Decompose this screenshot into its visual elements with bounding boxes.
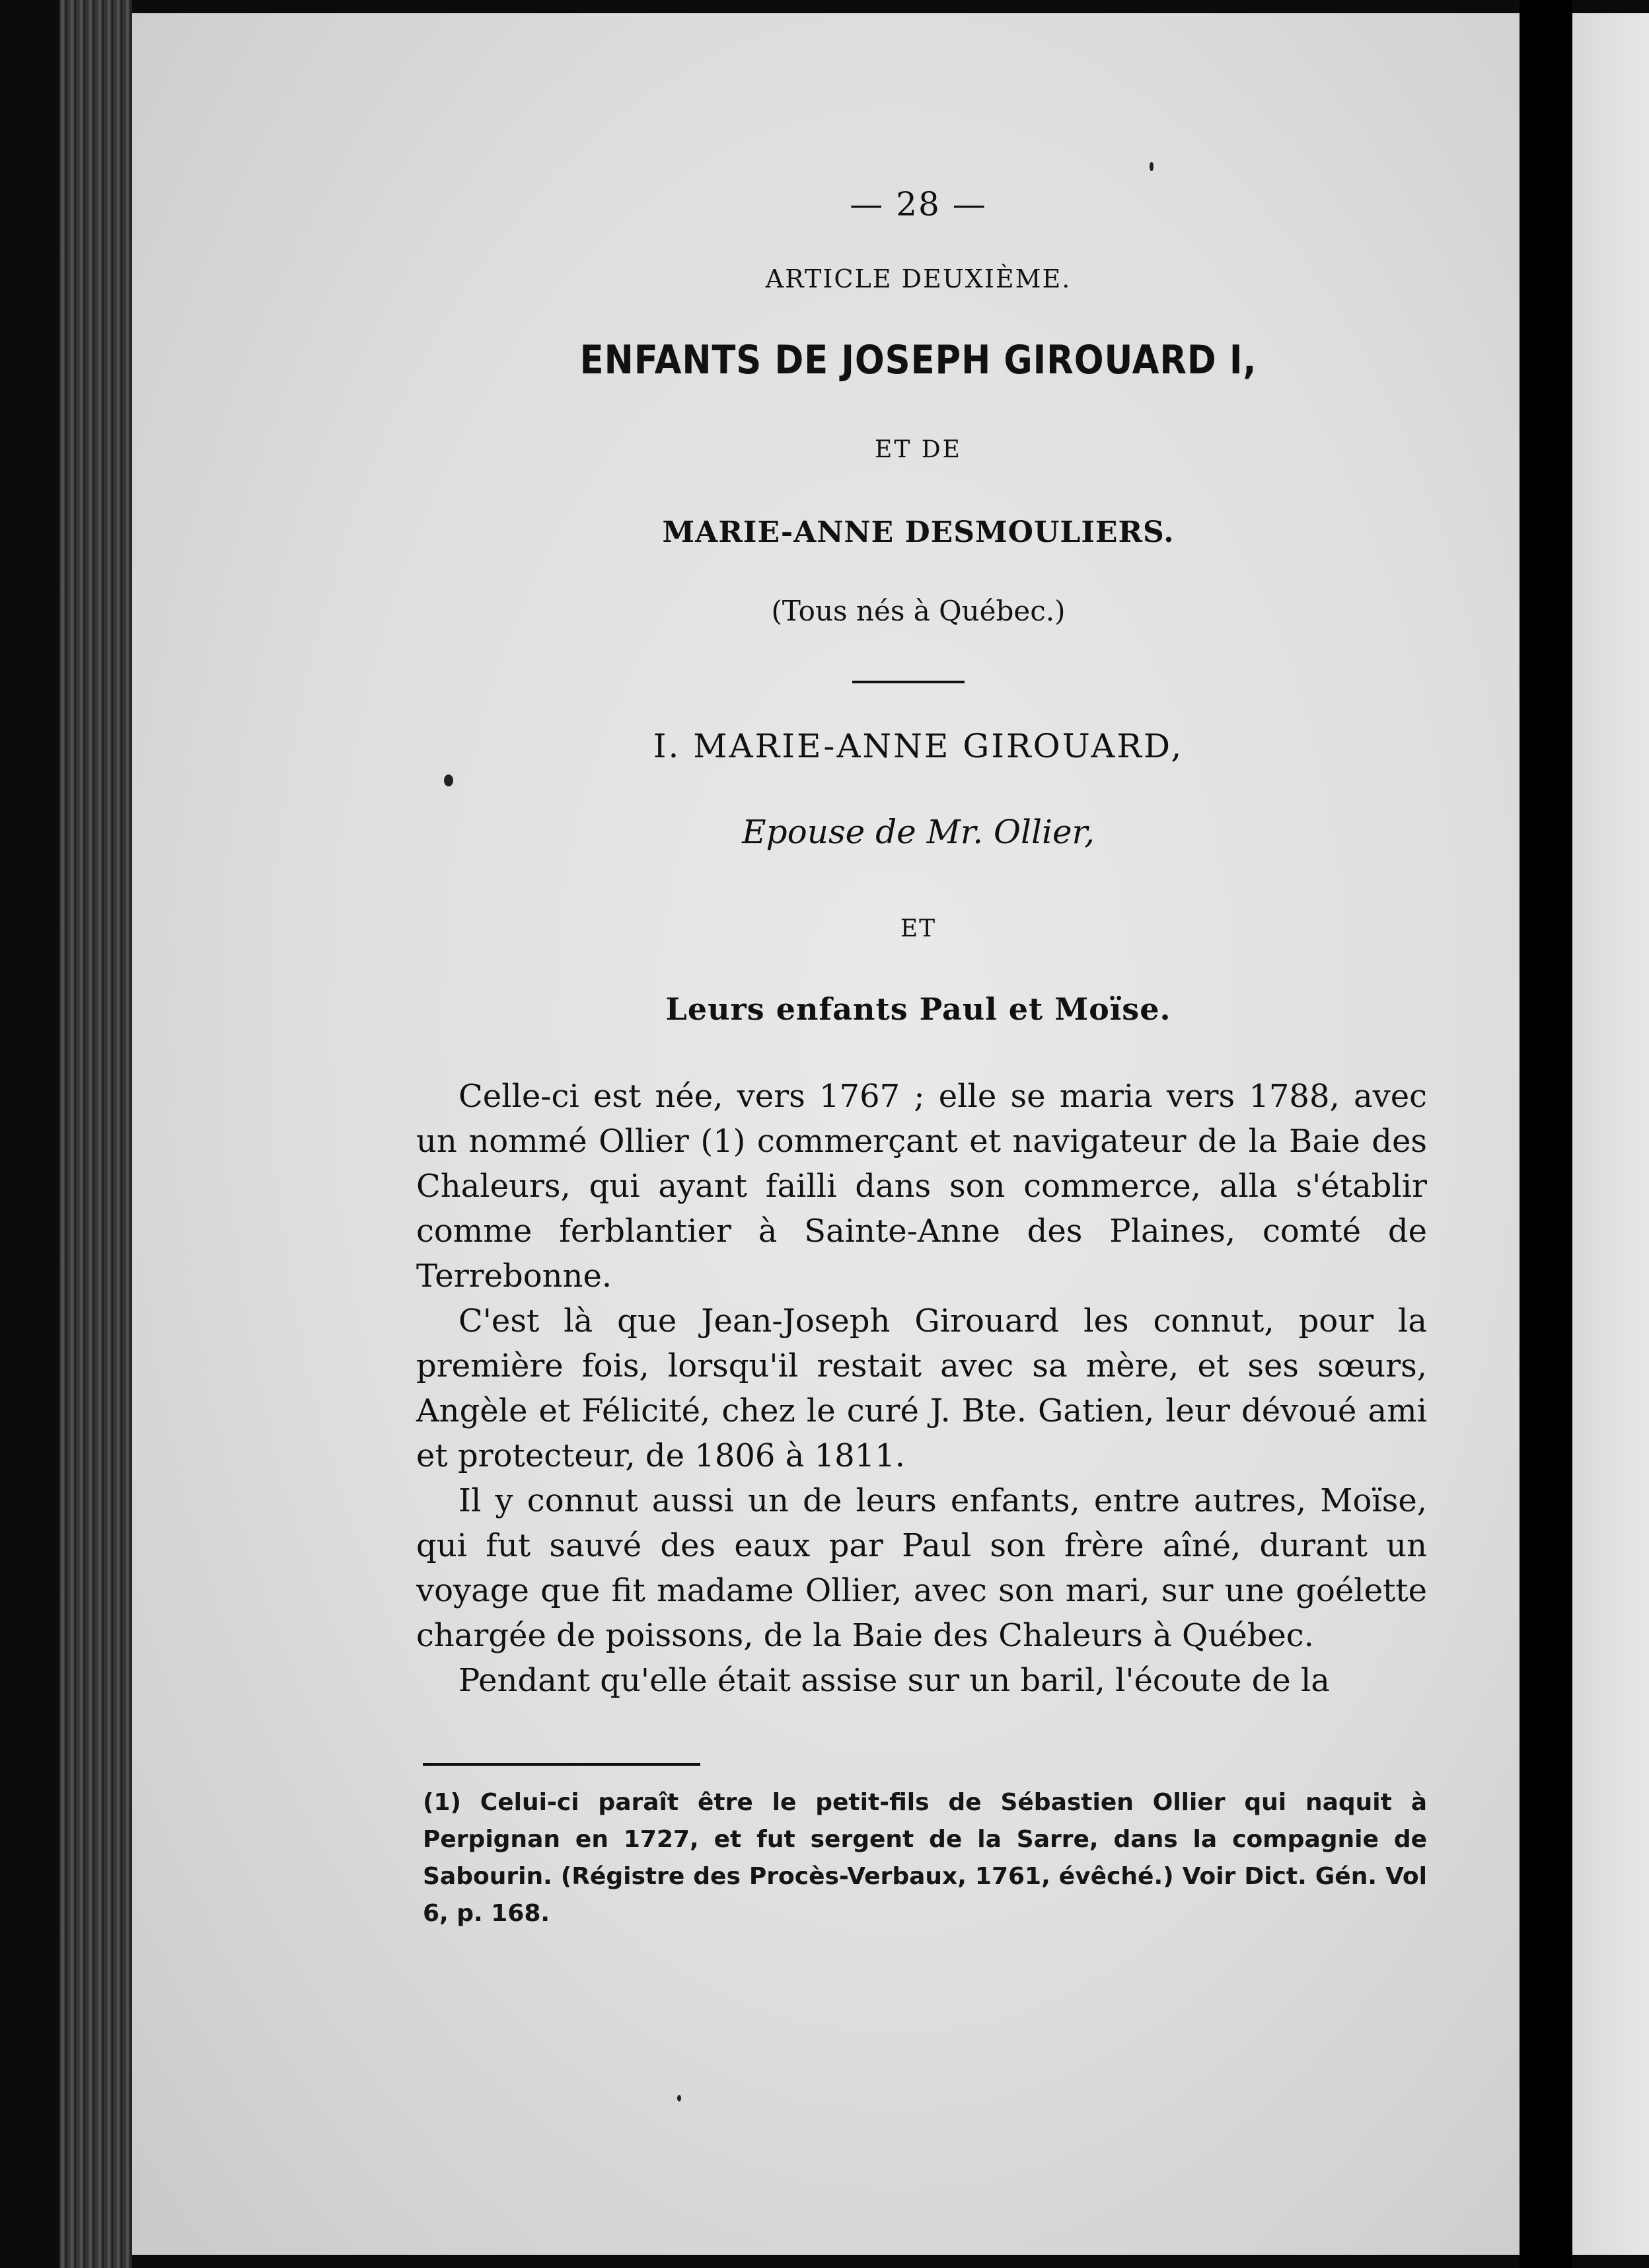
paragraph: C'est là que Jean-Joseph Girouard les connut, pour la première fois, lorsqu'il restait avec sa mère, et ses sœurs, Angèle et Félicité, chez le curé J. Bte. Gatien, leur dévoué ami et protecteur, de 1806 à 1811.: [416, 1303, 1427, 1474]
article-heading: ARTICLE DEUXIÈME.: [765, 264, 1072, 293]
spouse-line: Epouse de Mr. Ollier,: [742, 813, 1095, 851]
ink-speck: [444, 775, 453, 786]
paragraph: Pendant qu'elle était assise sur un baril, l'écoute de la: [458, 1662, 1330, 1699]
paragraph: Celle-ci est née, vers 1767 ; elle se maria vers 1788, avec un nommé Ollier (1) commerçant et navigateur de la Baie des Chaleurs, qui ayant failli dans son commerce, alla s'établir comme ferblantier à Sainte-Anne des Plaines, comté de Terrebonne.: [416, 1078, 1427, 1295]
ink-speck: [677, 2095, 681, 2101]
children-line: Leurs enfants Paul et Moïse.: [665, 991, 1171, 1027]
body-text: [416, 1074, 1427, 1703]
section-divider: [852, 681, 965, 683]
ink-speck: [1150, 162, 1154, 171]
footnote-divider: [423, 1763, 700, 1766]
paragraph: Il y connut aussi un de leurs enfants, entre autres, Moïse, qui fut sauvé des eaux par Paul son frère aîné, durant un voyage que fit madame Ollier, avec son mari, sur une goélette chargée de poissons, de la Baie des Chaleurs à Québec.: [416, 1482, 1427, 1654]
book-spine-edge: [59, 0, 132, 2268]
birthplace-note: (Tous nés à Québec.): [771, 595, 1066, 627]
page-number: — 28 —: [850, 185, 987, 223]
main-title: ENFANTS DE JOSEPH GIROUARD I,: [579, 337, 1257, 383]
section-connector: ET: [900, 915, 937, 942]
subject-name: MARIE-ANNE DESMOULIERS.: [662, 515, 1175, 549]
section-heading: I. MARIE-ANNE GIROUARD,: [653, 727, 1184, 765]
footnote: (1) Celui-ci paraît être le petit-fils de Sébastien Ollier qui naquit à Perpignan en 1727, et fut sergent de la Sarre, dans la compagnie de Sabourin. (Régistre des Procès-Verbaux, 1761, évêché.) Voir Dict. Gén. Vol 6, p. 168.: [423, 1789, 1427, 1927]
title-connector: ET DE: [875, 436, 962, 463]
